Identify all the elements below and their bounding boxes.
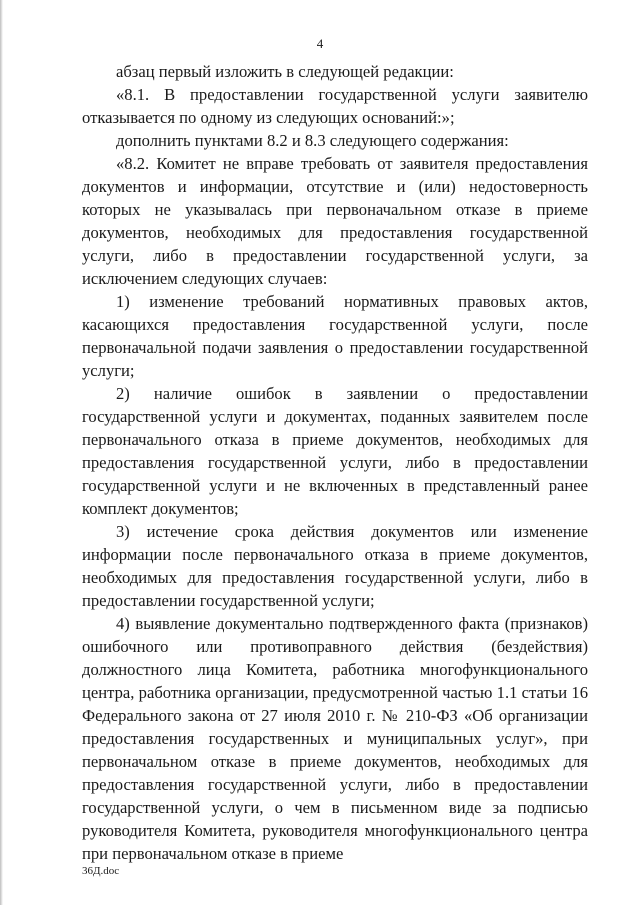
paragraph-instruction-1: абзац первый изложить в следующей редакции: — [116, 62, 454, 81]
paragraph-clause-8-1: «8.1. В предоставлении государственной услуги заявителю отказывается по одному из следующих оснований:»; — [82, 85, 588, 127]
paragraph-clause-8-2: «8.2. Комитет не вправе требовать от заявителя предоставления документов и информации, отсутствие и (или) недостоверность которых не указывалась при первоначальном отказе в приеме документов, необходимых для предоставления государственной услуги, либо в предоставлении государственной услуги, за исключением следующих случаев: — [82, 154, 588, 288]
document-body — [82, 60, 588, 865]
paragraph-item-4: 4) выявление документально подтвержденного факта (признаков) ошибочного или противоправного действия (бездействия) должностного лица Комитета, работника многофункционального центра, работника организации, предусмотренной частью 1.1 статьи 16 Федерального закона от 27 июля 2010 г. № 210-ФЗ «Об организации предоставления государственных и муниципальных услуг», при первоначальном отказе в приеме документов, необходимых для предоставления государственной услуги, либо в предоставлении государственной услуги, о чем в письменном виде за подписью руководителя Комитета, руководителя многофункционального центра при первоначальном отказе в приеме — [82, 614, 588, 863]
page-number: 4 — [316, 36, 324, 51]
footer-filename: 36Д.doc — [82, 865, 120, 877]
paragraph-item-3: 3) истечение срока действия документов или изменение информации после первоначального отказа в приеме документов, необходимых для предоставления государственной услуги, либо в предоставлении государственной услуги; — [82, 522, 588, 610]
paragraph-item-1: 1) изменение требований нормативных правовых актов, касающихся предоставления государственной услуги, после первоначальной подачи заявления о предоставлении государственной услуги; — [82, 292, 588, 380]
paragraph-instruction-2: дополнить пунктами 8.2 и 8.3 следующего содержания: — [116, 131, 509, 150]
page-edge-shadow — [0, 0, 3, 905]
paragraph-item-2: 2) наличие ошибок в заявлении о предоставлении государственной услуги и документах, поданных заявителем после первоначального отказа в приеме документов, необходимых для предоставления государственной услуги, либо в предоставлении государственной услуги и не включенных в представленный ранее комплект документов; — [82, 384, 588, 518]
